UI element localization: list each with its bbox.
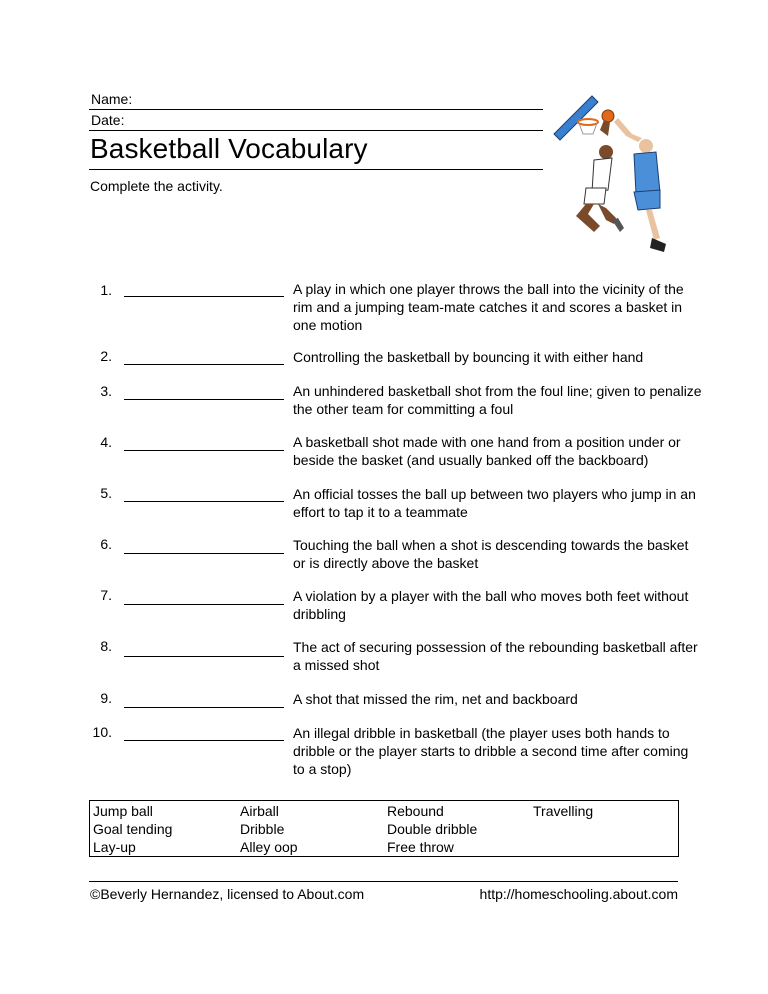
definition-1: A play in which one player throws the ball into the vicinity of the rim and a jumping team-mate catches it and scores a basket in one motion — [293, 281, 684, 333]
name-label: Name: — [91, 91, 133, 107]
footer-divider — [89, 881, 678, 882]
basketball-players-illustration — [548, 92, 688, 262]
name-line[interactable] — [89, 109, 543, 110]
word-bank-term: Rebound — [387, 803, 444, 819]
answer-blank-5[interactable] — [124, 501, 284, 502]
item-number: 5. — [100, 485, 112, 501]
answer-blank-1[interactable] — [124, 296, 284, 297]
answer-blank-2[interactable] — [124, 364, 284, 365]
word-bank-term: Jump ball — [93, 803, 153, 819]
title-underline — [89, 169, 543, 170]
word-bank-column-2 — [240, 802, 298, 856]
word-bank-column-3 — [387, 802, 477, 856]
word-bank-column-1 — [93, 802, 172, 856]
date-line[interactable] — [89, 130, 543, 131]
item-number: 2. — [100, 348, 112, 364]
definition-5: An official tosses the ball up between two players who jump in an effort to tap it to a teammate — [293, 486, 696, 520]
word-bank-term: Airball — [240, 803, 279, 819]
footer-copyright: ©Beverly Hernandez, licensed to About.com — [90, 886, 365, 902]
definition-8: The act of securing possession of the rebounding basketball after a missed shot — [293, 639, 698, 673]
definition-7: A violation by a player with the ball who moves both feet without dribbling — [293, 588, 689, 622]
answer-blank-4[interactable] — [124, 450, 284, 451]
word-bank-term: Lay-up — [93, 839, 136, 855]
instructions: Complete the activity. — [90, 178, 223, 194]
word-bank-term: Free throw — [387, 839, 454, 855]
word-bank-term: Alley oop — [240, 839, 298, 855]
answer-blank-10[interactable] — [124, 740, 284, 741]
word-bank-term: Goal tending — [93, 821, 173, 837]
footer-url[interactable]: http://homeschooling.about.com — [479, 886, 678, 902]
answer-blank-9[interactable] — [124, 707, 284, 708]
definition-6: Touching the ball when a shot is descending towards the basket or is directly above the basket — [293, 537, 689, 571]
word-bank-term: Double dribble — [387, 821, 478, 837]
word-bank-term: Travelling — [533, 803, 594, 819]
definition-10: An illegal dribble in basketball (the player uses both hands to dribble or the player starts to dribble a second time after coming to a stop) — [293, 725, 689, 777]
item-number: 8. — [100, 638, 112, 654]
word-bank-column-4 — [533, 802, 593, 820]
item-number: 10. — [92, 724, 112, 740]
word-bank — [89, 800, 679, 857]
item-number: 7. — [100, 587, 112, 603]
answer-blank-6[interactable] — [124, 553, 284, 554]
item-number: 6. — [100, 536, 112, 552]
date-label: Date: — [91, 112, 125, 128]
definition-9: A shot that missed the rim, net and backboard — [293, 691, 578, 707]
answer-blank-8[interactable] — [124, 656, 284, 657]
definition-2: Controlling the basketball by bouncing it with either hand — [293, 349, 644, 365]
item-number: 1. — [100, 282, 112, 298]
definition-4: A basketball shot made with one hand from a position under or beside the basket (and usually banked off the backboard) — [293, 434, 681, 468]
answer-blank-3[interactable] — [124, 399, 284, 400]
item-number: 9. — [100, 690, 112, 706]
page-title: Basketball Vocabulary — [90, 133, 368, 164]
item-number: 3. — [100, 383, 112, 399]
word-bank-term: Dribble — [240, 821, 285, 837]
item-number: 4. — [100, 434, 112, 450]
definition-3: An unhindered basketball shot from the foul line; given to penalize the other team for committing a foul — [293, 383, 702, 417]
answer-blank-7[interactable] — [124, 604, 284, 605]
